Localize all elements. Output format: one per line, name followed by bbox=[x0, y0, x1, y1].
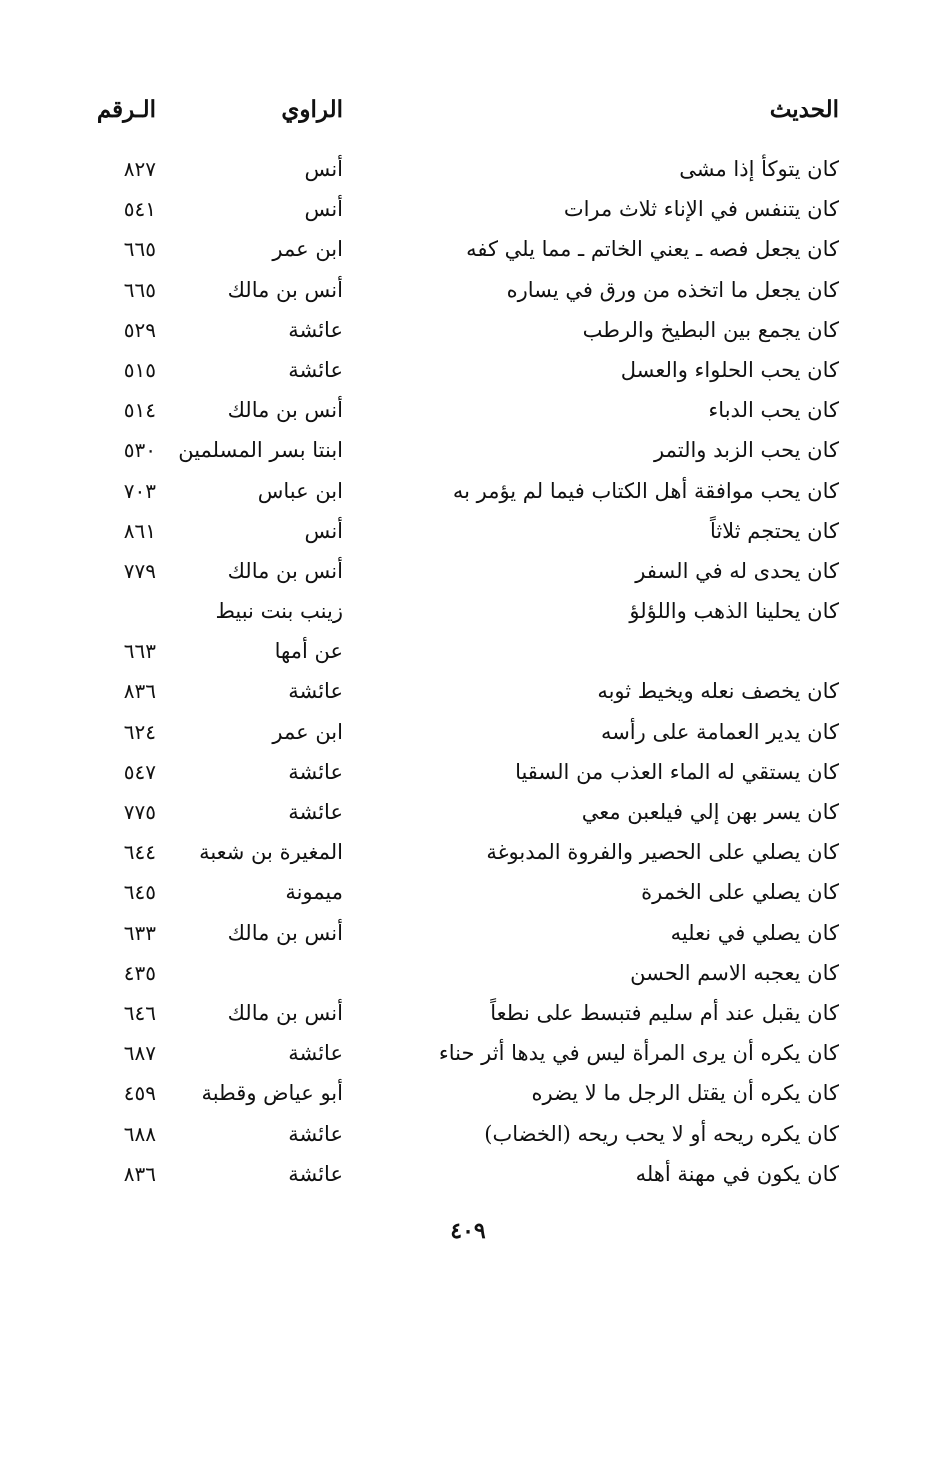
hadith-text: كان يحب الدباء bbox=[708, 398, 839, 423]
hadith-text: كان يكره أن يقتل الرجل ما لا يضره bbox=[531, 1081, 839, 1106]
narrator-name: زينب بنت نبيط bbox=[215, 599, 343, 624]
hadith-text: كان يكره أن يرى المرأة ليس في يدها أثر حناء bbox=[438, 1041, 839, 1066]
hadith-number: ٥٤٧ bbox=[123, 759, 156, 784]
hadith-text: كان يكون في مهنة أهله bbox=[635, 1161, 839, 1186]
table-row bbox=[0, 1034, 936, 1074]
table-row bbox=[0, 914, 936, 954]
hadith-number: ٧٧٥ bbox=[123, 800, 156, 824]
hadith-text: كان يخصف نعله ويخيط ثوبه bbox=[597, 679, 839, 704]
hadith-text: كان يحدى له في السفر bbox=[635, 558, 839, 583]
narrator-name: أنس bbox=[304, 197, 343, 222]
narrator-name: عائشة bbox=[288, 1161, 343, 1186]
narrator-name: عائشة bbox=[288, 317, 343, 342]
hadith-text: كان يصلي على الحصير والفروة المدبوغة bbox=[486, 840, 839, 865]
table-row bbox=[0, 552, 936, 592]
table-row bbox=[0, 713, 936, 753]
hadith-text: كان يجعل فصه ـ يعني الخاتم ـ مما يلي كفه bbox=[466, 237, 839, 262]
narrator-name: عائشة bbox=[288, 679, 343, 704]
hadith-number: ٥٤١ bbox=[123, 197, 156, 222]
hadith-text: كان يصلي على الخمرة bbox=[641, 880, 839, 905]
table-row bbox=[0, 150, 936, 190]
hadith-text: كان يعجبه الاسم الحسن bbox=[630, 960, 839, 985]
hadith-number: ٦٨٧ bbox=[123, 1041, 156, 1066]
table-row bbox=[0, 632, 936, 672]
table-row bbox=[0, 954, 936, 994]
hadith-number: ٦٤٥ bbox=[123, 880, 156, 905]
hadith-number: ٧٠٣ bbox=[123, 478, 156, 503]
hadith-number: ٤٣٥ bbox=[123, 960, 156, 985]
hadith-text: كان يحب الحلواء والعسل bbox=[620, 357, 839, 382]
table-row bbox=[0, 592, 936, 632]
hadith-text: كان يحب الزبد والتمر bbox=[654, 438, 839, 463]
page-number: ٤٠٩ bbox=[450, 1218, 486, 1244]
table-header bbox=[0, 96, 936, 132]
table-row bbox=[0, 271, 936, 311]
table-row bbox=[0, 793, 936, 833]
hadith-text: كان يحب موافقة أهل الكتاب فيما لم يؤمر به bbox=[452, 478, 839, 503]
hadith-text: كان يتوكأ إذا مشى bbox=[679, 157, 839, 181]
narrator-name: أبو عياض وقطبة bbox=[201, 1081, 343, 1106]
table-row bbox=[0, 1074, 936, 1114]
table-row bbox=[0, 873, 936, 913]
table-row bbox=[0, 391, 936, 431]
narrator-name: ابن عمر bbox=[272, 237, 343, 262]
hadith-text: كان يحتجم ثلاثاً bbox=[709, 518, 839, 543]
table-row bbox=[0, 1155, 936, 1195]
hadith-number: ٥٣٠ bbox=[123, 438, 156, 463]
hadith-text: كان يكره ريحه أو لا يحب ريحه (الخضاب) bbox=[484, 1121, 839, 1146]
header-narrator: الراوي bbox=[281, 96, 343, 123]
hadith-number: ٨٢٧ bbox=[123, 157, 156, 181]
header-number: الـرقم bbox=[96, 96, 156, 123]
hadith-text: كان يجمع بين البطيخ والرطب bbox=[582, 317, 839, 342]
hadith-text: كان يستقي له الماء العذب من السقيا bbox=[515, 759, 839, 784]
narrator-name: عائشة bbox=[288, 1121, 343, 1146]
table-row bbox=[0, 1115, 936, 1155]
hadith-text: كان يتنفس في الإناء ثلاث مرات bbox=[563, 197, 839, 222]
hadith-number: ٦٤٤ bbox=[123, 840, 156, 865]
hadith-number: ٤٥٩ bbox=[123, 1081, 156, 1106]
narrator-name: عائشة bbox=[288, 1041, 343, 1066]
hadith-number: ٦٦٥ bbox=[123, 237, 156, 262]
hadith-number: ٦٤٦ bbox=[123, 1000, 156, 1025]
hadith-text: كان يدير العمامة على رأسه bbox=[600, 719, 839, 744]
hadith-text: كان يجعل ما اتخذه من ورق في يساره bbox=[506, 277, 839, 302]
hadith-number: ٨٣٦ bbox=[123, 1161, 156, 1186]
narrator-name: ابن عمر bbox=[272, 719, 343, 744]
table-row bbox=[0, 431, 936, 471]
hadith-number: ٨٦١ bbox=[123, 518, 156, 543]
table-row bbox=[0, 311, 936, 351]
narrator-name: أنس بن مالك bbox=[227, 277, 343, 302]
hadith-number: ٥٢٩ bbox=[123, 317, 156, 342]
hadith-text: كان يصلي في نعليه bbox=[670, 920, 839, 945]
narrator-name: ميمونة bbox=[285, 880, 343, 905]
table-row bbox=[0, 994, 936, 1034]
header-hadith: الحديث bbox=[769, 96, 839, 123]
hadith-text: كان يحلينا الذهب واللؤلؤ bbox=[629, 599, 839, 624]
narrator-name: عائشة bbox=[288, 357, 343, 382]
table-row bbox=[0, 351, 936, 391]
table-row bbox=[0, 833, 936, 873]
narrator-name: أنس بن مالك bbox=[227, 398, 343, 423]
narrator-name: عائشة bbox=[288, 759, 343, 784]
narrator-name: ابنتا بسر المسلمين bbox=[178, 438, 343, 463]
hadith-text: كان يقبل عند أم سليم فتبسط على نطعاً bbox=[490, 1000, 839, 1025]
table-row bbox=[0, 512, 936, 552]
narrator-name: أنس bbox=[304, 157, 343, 181]
narrator-name: عائشة bbox=[288, 800, 343, 824]
narrator-name: أنس بن مالك bbox=[227, 1000, 343, 1025]
hadith-number: ٨٣٦ bbox=[123, 679, 156, 704]
hadith-number: ٧٧٩ bbox=[123, 558, 156, 583]
narrator-name: أنس بن مالك bbox=[227, 558, 343, 583]
hadith-number: ٦٢٤ bbox=[123, 719, 156, 744]
narrator-name: أنس bbox=[304, 518, 343, 543]
hadith-text: كان يسر بهن إلي فيلعبن معي bbox=[581, 800, 839, 824]
hadith-number: ٦٦٥ bbox=[123, 277, 156, 302]
narrator-name: أنس بن مالك bbox=[227, 920, 343, 945]
narrator-name: عن أمها bbox=[274, 639, 343, 664]
table-row bbox=[0, 230, 936, 270]
table-row bbox=[0, 672, 936, 712]
hadith-number: ٦٦٣ bbox=[123, 639, 156, 664]
hadith-index-table bbox=[0, 150, 936, 1195]
table-row bbox=[0, 753, 936, 793]
table-row bbox=[0, 190, 936, 230]
narrator-name: المغيرة بن شعبة bbox=[199, 840, 343, 865]
hadith-number: ٦٣٣ bbox=[123, 920, 156, 945]
hadith-number: ٥١٥ bbox=[123, 357, 156, 382]
hadith-number: ٥١٤ bbox=[123, 398, 156, 423]
table-row bbox=[0, 472, 936, 512]
hadith-number: ٦٨٨ bbox=[123, 1121, 156, 1146]
narrator-name: ابن عباس bbox=[257, 478, 343, 503]
